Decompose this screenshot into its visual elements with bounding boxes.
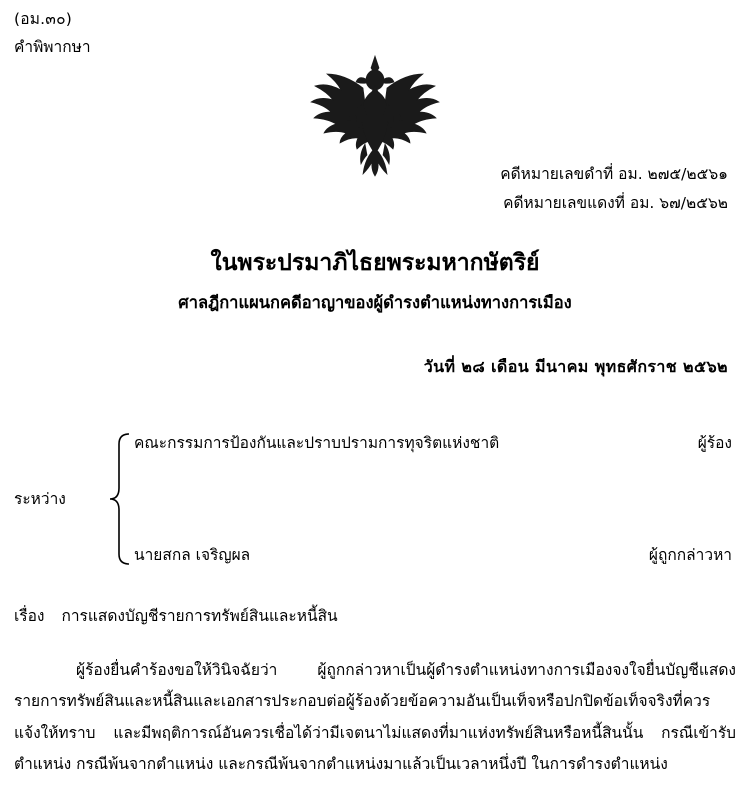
subject-value: การแสดงบัญชีรายการทรัพย์สินและหนี้สิน xyxy=(61,607,338,625)
body-paragraph: ผู้ร้องยื่นคำร้องขอให้วินิจฉัยว่า ผู้ถูกกล่าวหาเป็นผู้ดำรงตำแหน่งทางการเมืองจงใจยื่นบัญชีแสดงรายการทรัพย์สินและหนี้สินและเอกสารประกอบต่อผู้ร้องด้วยข้อความอันเป็นเท็จหรือปกปิดข้อเท็จจริงที่ควรแจ้งให้ทราบ และมีพฤติการณ์อันควรเชื่อได้ว่ามีเจตนาไม่แสดงที่มาแห่งทรัพย์สินหรือหนี้สินนั้น กรณีเข้ารับตำแหน่ง กรณีพ้นจากตำแหน่ง และกรณีพ้นจากตำแหน่งมาแล้วเป็นเวลาหนึ่งปี ในการดำรงตำแหน่ง xyxy=(14,661,736,774)
party-role: ผู้ถูกกล่าวหา xyxy=(648,546,732,564)
party-name: นายสกล เจริญผล xyxy=(134,546,251,564)
subject-line xyxy=(14,603,338,628)
party-row xyxy=(124,542,736,567)
case-numbers xyxy=(500,160,728,217)
garuda-emblem xyxy=(285,52,465,180)
case-red-number: คดีหมายเลขแดงที่ อม. ๖๗/๒๕๖๒ xyxy=(503,193,728,212)
subject-label: เรื่อง xyxy=(14,607,45,625)
party-role: ผู้ร้อง xyxy=(697,434,732,452)
court-name: ศาลฎีกาแผนกคดีอาญาของผู้ดำรงตำแหน่งทางการเมือง xyxy=(178,293,572,312)
royal-heading: ในพระปรมาภิไธยพระมหากษัตริย์ xyxy=(210,250,540,276)
party-name: คณะกรรมการป้องกันและปราบปรามการทุจริตแห่งชาติ xyxy=(134,434,500,452)
document-type-label: คำพิพากษา xyxy=(14,38,91,56)
case-black-number: คดีหมายเลขดำที่ อม. ๒๗๕/๒๕๖๑ xyxy=(500,165,728,183)
judgment-date: วันที่ ๒๘ เดือน มีนาคม พุทธศักราช ๒๕๖๒ xyxy=(423,357,728,376)
parties-block xyxy=(14,430,736,570)
form-code: (อม.๓๐) xyxy=(14,10,73,28)
party-row xyxy=(124,430,736,455)
body-text xyxy=(14,655,736,781)
between-label: ระหว่าง xyxy=(14,490,66,508)
